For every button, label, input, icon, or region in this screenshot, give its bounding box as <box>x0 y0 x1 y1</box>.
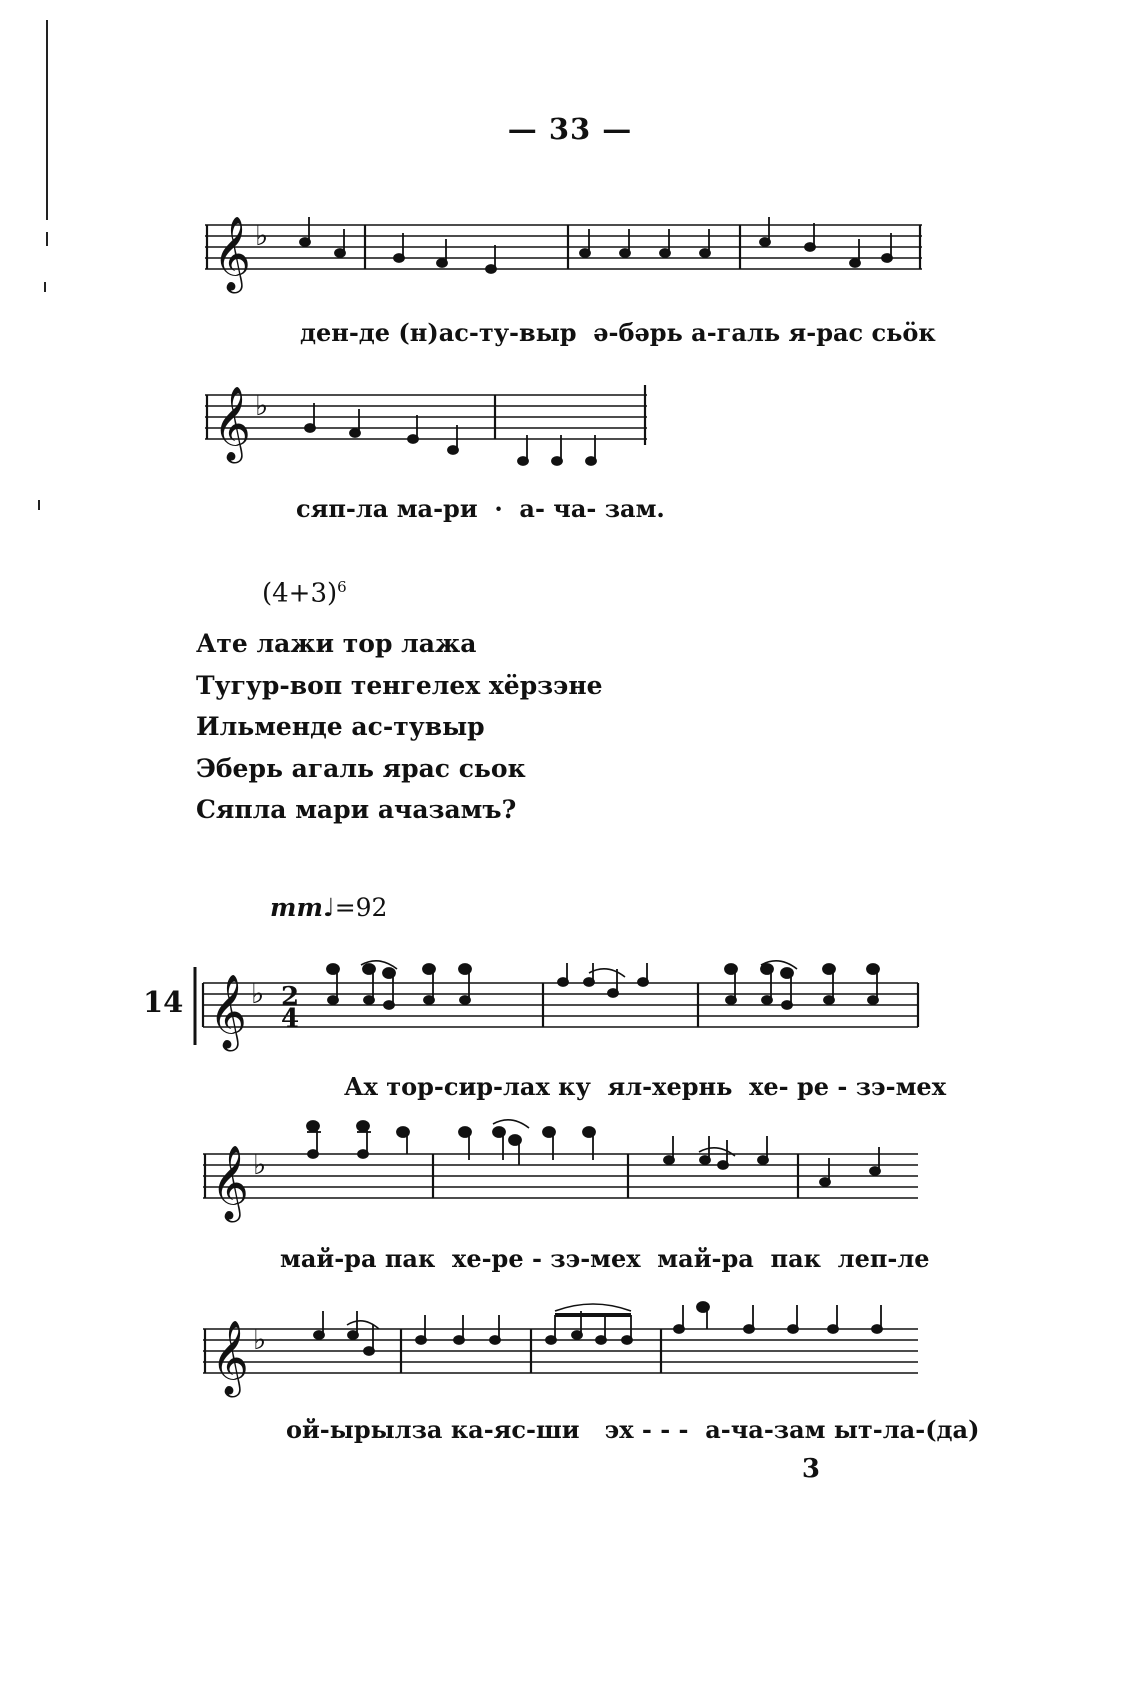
treble-clef: 𝄞 <box>213 387 251 461</box>
time-sig-bottom: 4 <box>281 1004 300 1034</box>
formula-exponent: 6 <box>337 578 347 596</box>
signature-mark: 3 <box>801 1454 820 1484</box>
treble-clef: 𝄞 <box>211 1146 249 1220</box>
treble-clef: 𝄞 <box>213 217 251 291</box>
staff-2 <box>205 385 665 485</box>
quarter-note-icon: ♩ <box>322 893 335 922</box>
song-number: 14 <box>143 985 184 1019</box>
staff-4 <box>203 1110 923 1220</box>
verse-text <box>196 623 603 831</box>
staff-1 <box>205 215 925 305</box>
margin-mark <box>46 232 48 246</box>
flat-sign: ♭ <box>253 1148 267 1181</box>
staff-5 <box>203 1285 923 1395</box>
verse-line: Ильменде ас-тувыр <box>196 712 485 741</box>
tempo-value: =92 <box>334 893 388 922</box>
verse-line: Ате лажи тор лажа <box>196 629 477 658</box>
song-lyrics-3: ой-ырылза ка-яс-ши эх - - - а-ча-зам ыт-ла-(да) <box>286 1415 980 1444</box>
flat-sign: ♭ <box>253 1323 267 1356</box>
song-lyrics-1: Ах тор-сир-лах ку ял-хернь хе- ре - зэ-мех <box>344 1072 947 1101</box>
verse-line: Сяпла мари ачазамъ? <box>196 795 517 824</box>
page-number: — 33 — <box>507 112 633 146</box>
time-sig-top: 2 <box>281 982 300 1012</box>
treble-clef: 𝄞 <box>211 1321 249 1395</box>
margin-mark <box>44 282 46 292</box>
treble-clef: 𝄞 <box>209 975 247 1049</box>
verse-line: Эберь агаль ярас сьок <box>196 753 526 783</box>
verse-formula <box>262 578 347 609</box>
staff-3 <box>193 955 923 1055</box>
lyrics-line-1: ден-де (н)ас-ту-выр ә-бәрь а-галь я-рас сьӧк <box>300 318 936 347</box>
lyrics-line-2: сяп-ла ма-ри · а- ча- зам. <box>296 494 665 523</box>
verse-line: Тугур-воп тенгелех хёрзэне <box>196 670 603 700</box>
tempo-marking <box>270 893 387 922</box>
margin-mark <box>38 500 40 510</box>
tempo-prefix: mm <box>270 893 323 922</box>
formula-base: (4+3) <box>262 578 338 609</box>
flat-sign: ♭ <box>255 389 269 422</box>
flat-sign: ♭ <box>251 977 265 1010</box>
flat-sign: ♭ <box>255 219 269 252</box>
song-lyrics-2: май-ра пак хе-ре - зэ-мех май-ра пак леп-ле <box>280 1244 930 1273</box>
